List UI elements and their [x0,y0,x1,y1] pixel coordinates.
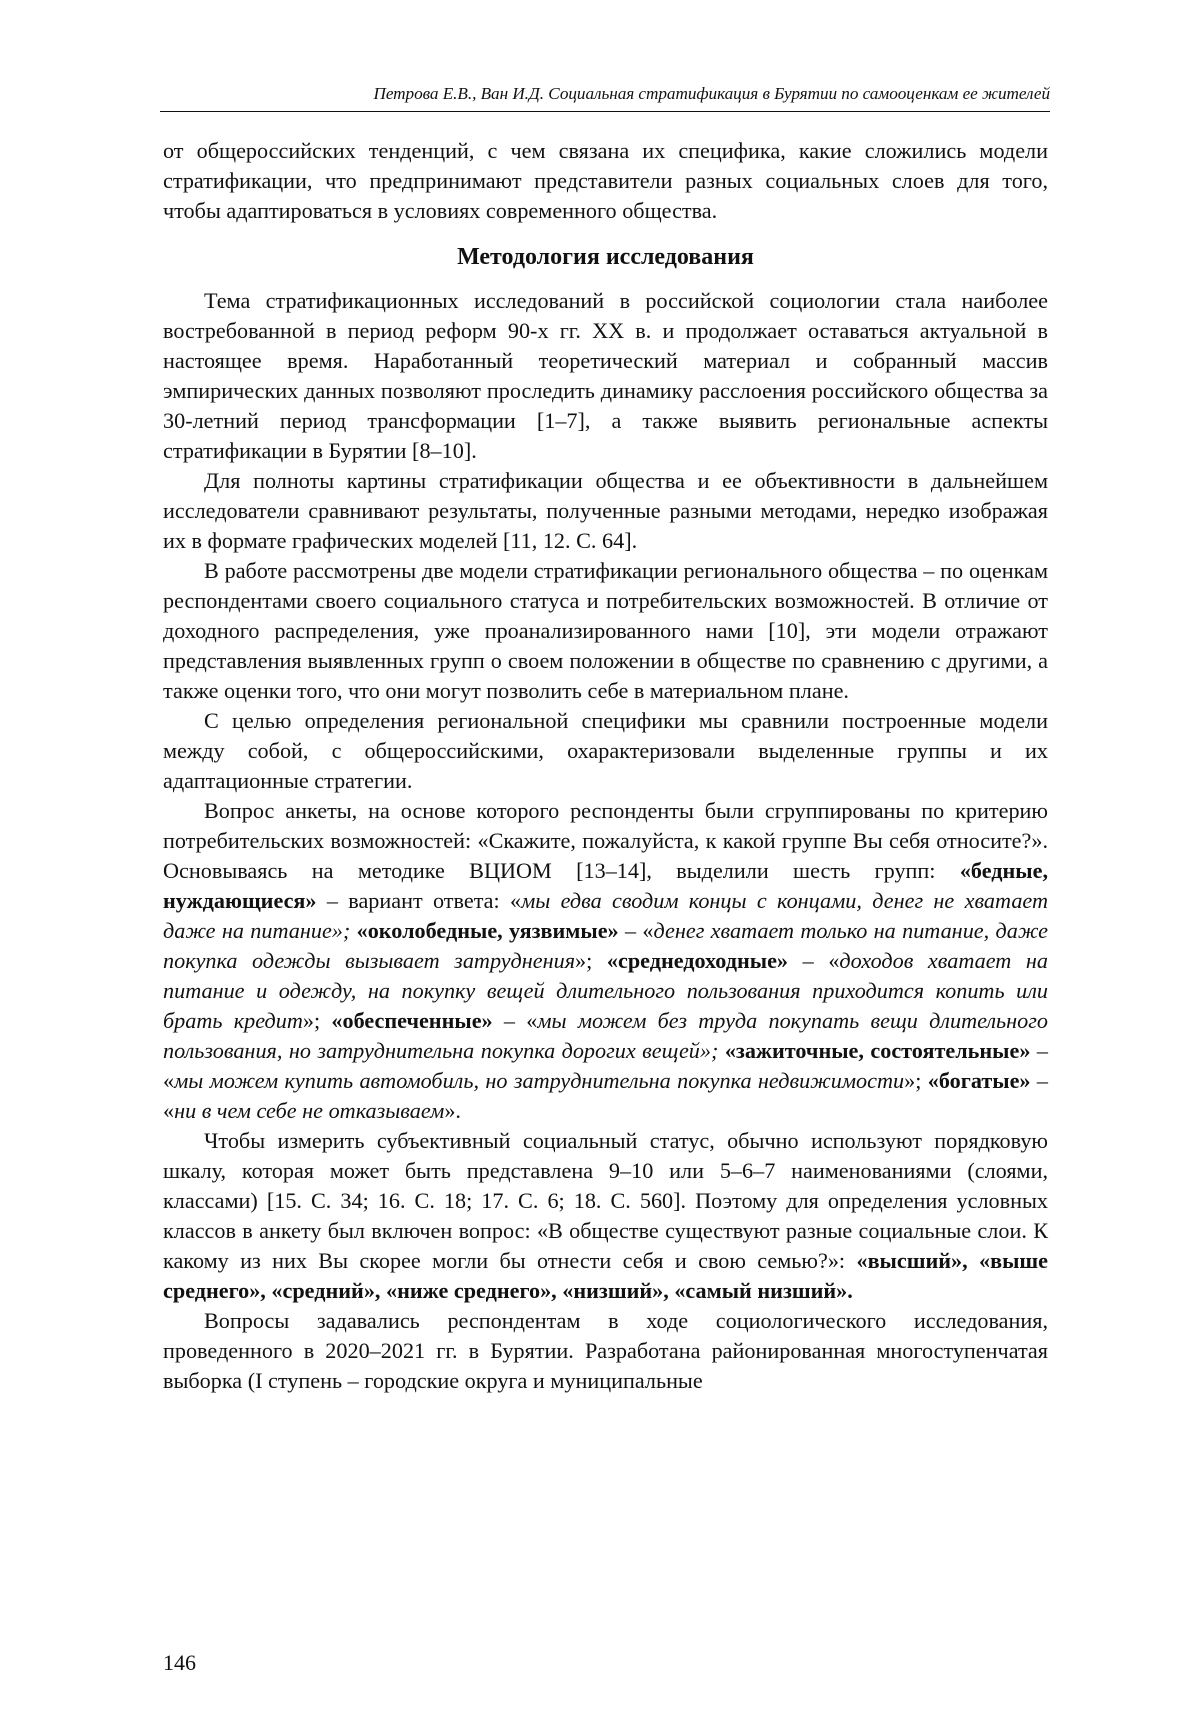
p5-text: »; [904,1068,928,1093]
p5-text: »; [302,1008,332,1033]
group-rich: «богатые» [927,1068,1031,1093]
p5-text: – « [618,918,654,943]
paragraph-7: Вопросы задавались респондентам в ходе социологического исследования, проведенного в 2020–2021 гг. в Бурятии. Разработана районированная многоступенчатая выборка (I ступень – городские округа и муниципальные [163,1308,1048,1393]
p5-text: – « [163,1038,1048,1093]
answer-quote: мы можем без труда покупать вещи длительного пользования, но затруднительна покупка дорогих вещей»; [163,1008,1049,1063]
intro-paragraph: от общероссийских тенденций, с чем связана их специфика, какие сложились модели стратификации, что предпринимают представители разных социальных слоев для того, чтобы адаптироваться в условиях современного общества. [163,138,1048,223]
p5-text: Вопрос анкеты, на основе которого респонденты были сгруппированы по критерию потребительских возможностей: «Скажите, пожалуйста, к какой группе Вы себя относите?». Основываясь на методике ВЦИОМ [13–14], выделили шесть групп: [163,798,1048,883]
p5-text: ». [444,1098,461,1123]
group-near-poor: «околобедные, уязвимые» [356,918,619,943]
group-prosperous: «зажиточные, состоятельные» [724,1038,1031,1063]
paragraph-3: В работе рассмотрены две модели стратификации регионального общества – по оценкам респондентами своего социального статуса и потребительских возможностей. В отличие от доходного распределения, уже проанализированного нами [10], эти модели отражают представления выявленных групп о своем положении в обществе по сравнению с другими, а также оценки того, что они могут позволить себе в материальном плане. [163,558,1048,703]
section-heading: Методология исследования [457,244,754,270]
group-well-off: «обеспеченные» [331,1008,493,1033]
paragraph-5 [163,796,1048,1126]
answer-quote: доходов хватает на питание и одежду, на покупку вещей длительного пользования приходится копить или брать кредит [163,948,1048,1033]
paragraph-4: С целью определения региональной специфики мы сравнили построенные модели между собой, с общероссийскими, охарактеризовали выделенные группы и их адаптационные стратегии. [163,708,1048,793]
answer-quote: ни в чем себе не отказываем [174,1098,445,1123]
p5-text: »; [575,948,607,973]
group-poor: «бедные, нуждающиеся» [163,858,1048,913]
body-text [163,136,1048,1396]
status-classes: «высший», «выше среднего», «средний», «ниже среднего», «низший», «самый низший». [163,1248,1048,1303]
paragraph-2: Для полноты картины стратификации общества и ее объективности в дальнейшем исследователи сравнивают результаты, полученные разными методами, нередко изображая их в формате графических моделей [11, 12. С. 64]. [163,468,1048,553]
p5-text: – вариант ответа: « [316,888,522,913]
running-header: Петрова Е.В., Ван И.Д. Социальная стратификация в Бурятии по самооценкам ее жителей [373,84,1050,103]
answer-quote: мы едва сводим концы с концами, денег не хватает даже на питание»; [163,888,1048,943]
group-middle-income: «среднедоходные» [606,948,789,973]
page-number: 146 [163,1650,196,1675]
p5-text: – « [163,1068,1048,1123]
p5-text: – « [788,948,840,973]
answer-quote: денег хватает только на питание, даже покупка одежды вызывает затруднения [163,918,1049,973]
answer-quote: мы можем купить автомобиль, но затруднительна покупка недвижимости [174,1068,905,1093]
header-rule [160,111,1050,112]
paragraph-6 [163,1126,1048,1306]
paragraph-1: Тема стратификационных исследований в российской социологии стала наиболее востребованной в период реформ 90-х гг. XX в. и продолжает оставаться актуальной в настоящее время. Наработанный теоретический материал и собранный массив эмпирических данных позволяют проследить динамику расслоения российского общества за 30-летний период трансформации [1–7], а также выявить региональные аспекты стратификации в Бурятии [8–10]. [163,288,1048,463]
p5-text: – « [492,1008,538,1033]
p6-text: Чтобы измерить субъективный социальный статус, обычно используют порядковую шкалу, которая может быть представлена 9–10 или 5–6–7 наименованиями (слоями, классами) [15. С. 34; 16. С. 18; 17. С. 6; 18. С. 560]. Поэтому для определения условных классов в анкету был включен вопрос: «В обществе существуют разные социальные слои. К какому из них Вы скорее могли бы отнести себя и свою семью?»: [163,1128,1048,1273]
